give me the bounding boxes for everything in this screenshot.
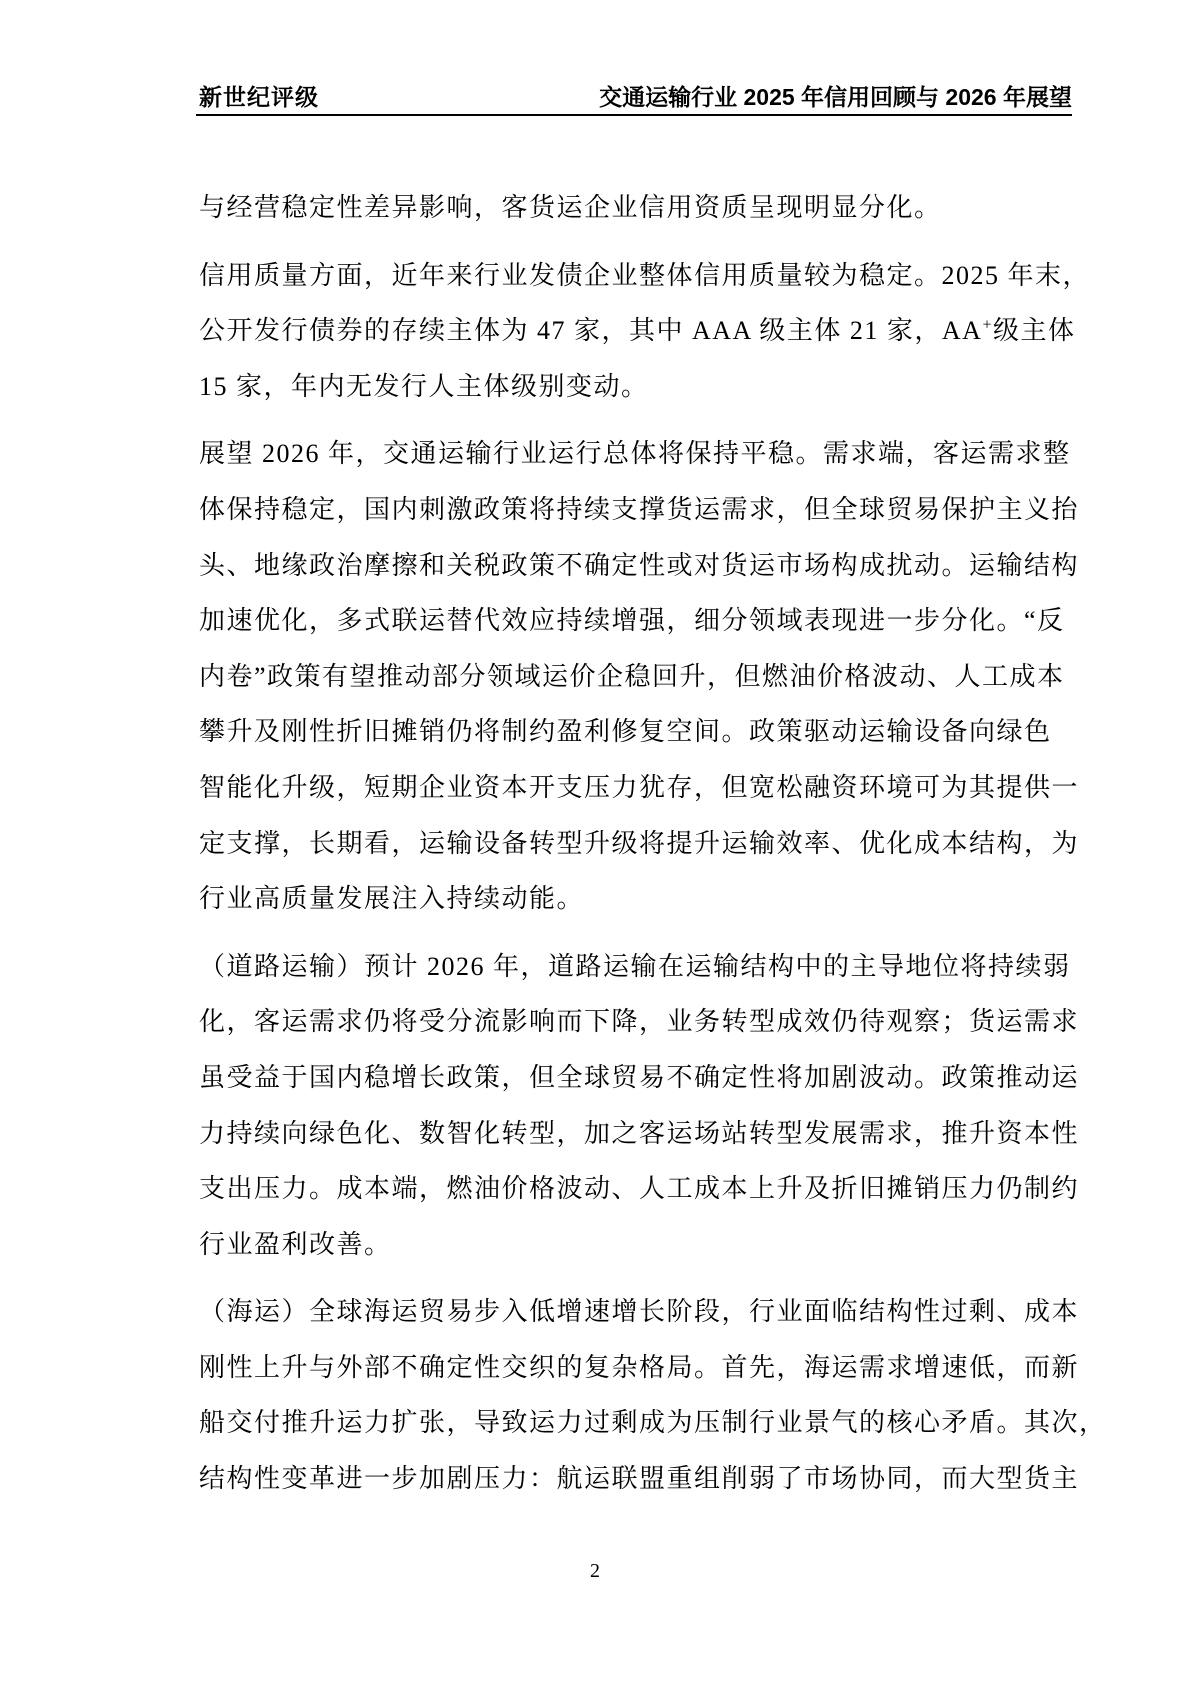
text-line: 支出压力。成本端，燃油价格波动、人工成本上升及折旧摊销压力仍制约 [199,1174,1080,1204]
text-line: 15 家，年内无发行人主体级别变动。 [199,371,649,401]
text-line [199,303,1079,359]
text-line: （道路运输）预计 2026 年，道路运输在运输结构中的主导地位将持续弱 [199,951,1071,981]
text-line: 展望 2026 年，交通运输行业运行总体将保持平稳。需求端，客运需求整 [199,439,1071,469]
header-report-title: 交通运输行业 2025 年信用回顾与 2026 年展望 [599,84,1072,110]
text-line: 行业高质量发展注入持续动能。 [199,884,585,914]
text-segment: 公开发行债券的存续主体为 47 家，其中 AAA 级主体 21 家，AA [199,316,983,346]
paragraph [199,1284,1107,1506]
text-line: 刚性上升与外部不确定性交织的复杂格局。首先，海运需求增速低，而新 [199,1352,1080,1382]
text-line: 与经营稳定性差异影响，客货运企业信用资质呈现明显分化。 [199,193,942,222]
text-line: 结构性变革进一步加剧压力：航运联盟重组削弱了市场协同，而大型货主 [199,1464,1080,1494]
paragraph [199,180,1079,236]
header-org-name: 新世纪评级 [199,84,319,110]
text-line: 攀升及刚性折旧摊销仍将制约盈利修复空间。政策驱动运输设备向绿色 [199,717,1052,747]
text-line: 力持续向绿色化、数智化转型，加之客运场站转型发展需求，推升资本性 [199,1118,1080,1148]
text-line: 内卷”政策有望推动部分领域运价企稳回升，但燃油价格波动、人工成本 [199,661,1065,691]
text-segment: 级主体 [992,316,1076,346]
paragraph [199,939,1079,1273]
header-divider [196,114,1072,116]
text-line: 行业盈利改善。 [199,1229,392,1259]
body-text [199,180,1107,1519]
paragraph [199,426,1079,926]
text-line: 加速优化，多式联运替代效应持续增强，细分领域表现进一步分化。“反 [199,606,1065,636]
text-line: 智能化升级，短期企业资本开支压力犹存，但宽松融资环境可为其提供一 [199,772,1080,802]
page-number: 2 [590,1560,600,1582]
text-line: 虽受益于国内稳增长政策，但全球贸易不确定性将加剧波动。政策推动运 [199,1062,1080,1092]
text-line: 体保持稳定，国内刺激政策将持续支撑货运需求，但全球贸易保护主义抬 [199,494,1080,524]
text-line: 定支撑，长期看，运输设备转型升级将提升运输效率、优化成本结构，为 [199,828,1080,858]
text-line: 头、地缘政治摩擦和关税政策不确定性或对货运市场构成扰动。运输结构 [199,550,1080,580]
text-line: （海运）全球海运贸易步入低增速增长阶段，行业面临结构性过剩、成本 [199,1297,1080,1327]
text-line: 化，客运需求仍将受分流影响而下降，业务转型成效仍待观察；货运需求 [199,1007,1080,1037]
text-line: 船交付推升运力扩张，导致运力过剩成为压制行业景气的核心矛盾。其次， [199,1408,1107,1438]
text-line: 信用质量方面，近年来行业发债企业整体信用质量较为稳定。2025 年末， [199,260,1091,290]
rating-superscript: + [982,316,993,334]
paragraph [199,248,1091,415]
